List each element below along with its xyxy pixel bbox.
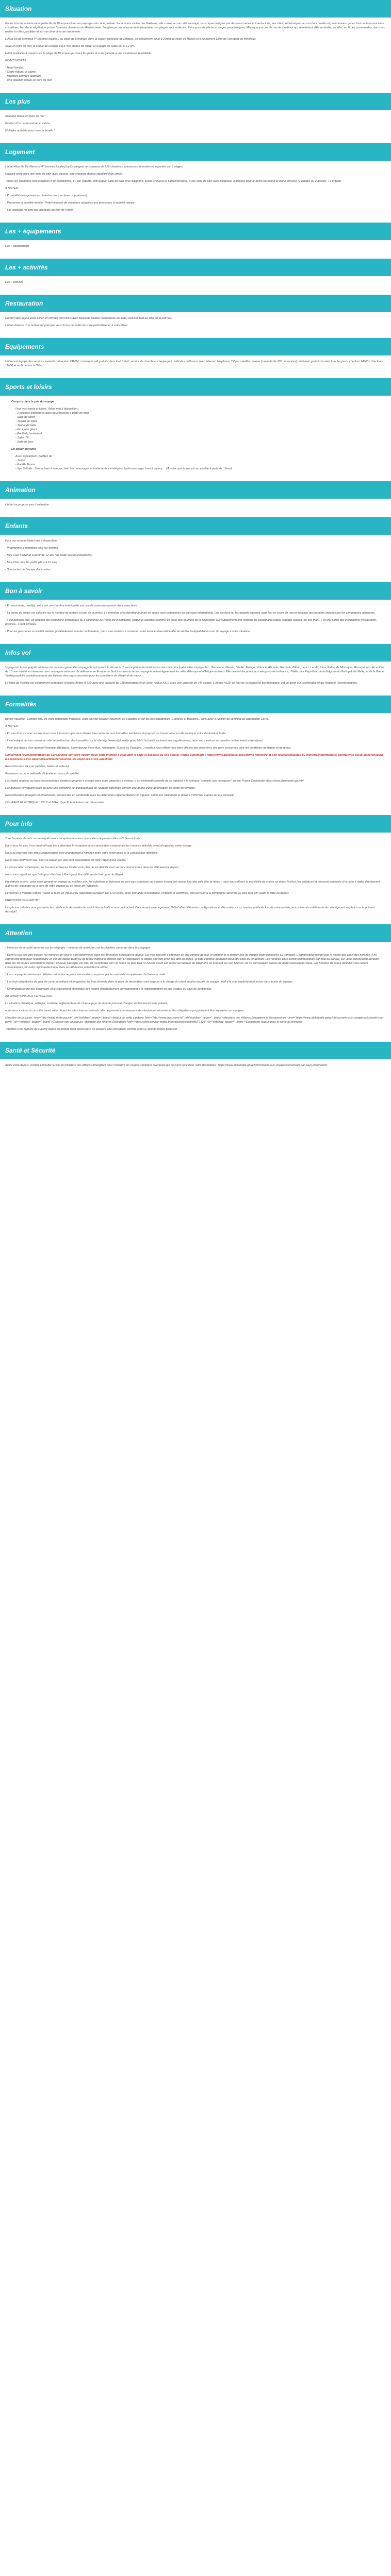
section-title: Les plus xyxy=(0,93,391,110)
paragraph: Nous vous signalons que l'aéroport d'arrivée à Paris peut être différent de l'aéroport de départ. xyxy=(5,873,124,876)
group-line: - Paddle Tennis xyxy=(15,463,36,466)
paragraph: PRÉCISION DESCRIPTIF : xyxy=(5,899,40,902)
section-title: Enfants xyxy=(0,517,391,535)
paragraph: La situation climatique, politique, sanitaire, réglementaire de chaque pays du monde pouvant changer subitement et sans préavis, xyxy=(5,1002,168,1005)
group-line: Pour vos sports et loisirs, l'hôtel met à disposition : xyxy=(15,408,79,411)
section-content xyxy=(0,165,391,223)
paragraph: Toutes les chambres sont équipées d'air conditionné, TV par satellite, Wifi gratuit, salle de bain avec baignoire, sèche-cheveux et balcon/terrasse, d'une salle de bain avec baignoire. Il dispose pour le 3ème personne et d'une terrasse (2 adultes ou 2 adultes + 1 enfant). xyxy=(5,180,342,183)
group-lines xyxy=(5,407,386,444)
paragraph: Les + activités xyxy=(5,281,24,284)
paragraph: Dans tous les cas, il est impératif que vous attendiez la réception de la convocation comprenant les horaires définitifs avant d'organiser votre voyage. xyxy=(5,844,192,848)
section-content xyxy=(0,837,391,924)
paragraph: - Programme d'animation pour les enfants xyxy=(5,547,58,550)
section-formalit-s xyxy=(0,696,391,815)
paragraph: - Mini-Club pour les petits (de 4 à 12 ans) xyxy=(5,561,57,564)
section-content xyxy=(0,280,391,295)
paragraph: nous vous invitons à consulter avant votre départ les sites Internet suivants afin de prendre connaissance des évolutions récentes et des obligations qui pourraient être imposées au voyageur : xyxy=(5,1009,246,1012)
paragraph: Ressortissants étrangers et binationaux, doivent être en conformité avec les différentes réglementations en vigueur, selon leur nationalité et doivent s'informer auprès de leur consulat. xyxy=(5,794,235,797)
group-line: - 2 piscines extérieures dans deux bassins à partir de mai) xyxy=(15,412,89,415)
paragraph: Les mineurs voyageant seuls ou avec une personne ne disposant pas de l'autorité parentale doivent être munis d'une autorisation de sortie de territoire. xyxy=(5,787,196,790)
section-content xyxy=(0,400,391,481)
section-title: Formalités xyxy=(0,696,391,713)
paragraph: Les + équipements xyxy=(5,245,29,248)
paragraph: Les règles relatives au franchissement des frontières propres à chaque pays étant amenées à évoluer, il est vivement conseillé de se reporter à la rubrique "conseils aux voyageurs" du site France Diplomatie https://www.diplomatie.gouv.fr/. xyxy=(5,779,305,783)
paragraph: - Il est indiqué de vous rendre au site de la direction des formalités sur le site http://www.diplomatie.gouv.fr/fr/ L'actualité évoluant très régulièrement, nous vous invitons à consulter ce lien avant votre départ. xyxy=(5,739,264,742)
paragraph: * Mesures de sécurité aérienne sur les bagages : mesures de restriction sur les liquides contenus dans les bagages xyxy=(5,946,151,950)
section-content xyxy=(0,1063,391,1078)
spacer xyxy=(5,82,386,86)
section-situation xyxy=(0,0,391,93)
paragraph: Multiples activités pour toute la famille ! xyxy=(5,129,55,132)
paragraph: Situé en front de mer, la crique de Erbigue est à 400 mètres de l'hôtel et la plage de sable est à 1,2 km. xyxy=(5,45,135,48)
paragraph: * Les frais obligatoires de visa, de carte touristique et en général les frais d'entrée dans le pays de destination sont toujours à la charge du client en plus du prix du voyage, sauf s'ils sont explicitement inclus dans le prix du voyage. xyxy=(5,980,293,984)
section-les-quipements xyxy=(0,223,391,259)
section-title: Bon à savoir xyxy=(0,582,391,600)
section-animation xyxy=(0,481,391,517)
paragraph: - Il est possible que, en fonction des conditions climatiques ou à l'affluence de l'hôtel est insuffisante, certaines activités (comme les jeux) être soumise de la disposition aux suppléments par manque de participants requis (aquatic-sacked (80 ans max...), et une partie des installations (restaurants, piscines...) sont fermées. xyxy=(5,619,377,626)
paragraph: Nous ne pouvons être tenus responsables d'un changement d'horaires entre votre réservation et la convocation définitive. xyxy=(5,852,158,855)
group-lines xyxy=(5,454,386,471)
paragraph: - Les animaux ne sont pas acceptés au sein de l'hôtel. xyxy=(5,209,74,212)
list xyxy=(5,66,386,82)
group-heading: • En option payante xyxy=(11,447,386,451)
list-item: - Multiples activités sportives xyxy=(5,75,41,78)
group-line: - Echiquier géant xyxy=(15,428,37,431)
paragraph: L'hôtel ne propose pas d'animation. xyxy=(5,503,50,506)
section-equipements xyxy=(0,338,391,378)
paragraph: Portez à la découverte de la petite île de Minorque et de ses paysages de carte postale. Sa la moins visitée des Baléares, elle conserve son côté sauvage, ses criques intègres par des eaux vertes et translucides, ses sites préhistoriques aux rochers ciselés et patrimoniaux qui en font un écrin aux eaux cristallines, lieu d'une végétation qui est l'une des dernières de Méditerranée. Longtemps une réserve de la biosphère, ses plages sont sublimes. Entre ports de pêche et plages paradisiaques, Minorque est une de ces destinations qui se méritent. Elle se révèle, en effet, au fil des promenades, dans ses ruelles et villes paisibles et sur ses itinéraires de randonnée. xyxy=(5,22,385,33)
covid-warning[interactable]: Concernant l'évolution/impact du Coronavirus sur votre séjour, nous vous invitons à consulter la page ci-dessous du site officiel France Diplomatie : https://www.diplomatie.gouv.fr/fr/le-ministere-et-son-reseau/actualites-du-ministere/informations-coronavirus-covid-19/coronavirus-les-reponses-a-vos-questions/article/coronavirus-les-reponses-a-vos-questions xyxy=(5,754,385,761)
section-content xyxy=(0,946,391,1042)
section-title: Situation xyxy=(0,0,391,18)
group-line: - Salle de jeux xyxy=(15,440,34,444)
paragraph: - Mini-Club d'environ à partir de 12 ans (en haute saison uniquement) xyxy=(5,554,92,557)
section-title: Logement xyxy=(0,143,391,161)
section-pour-info xyxy=(0,815,391,924)
paragraph: * Dans le cas des vols charter, les horaires de vous ci sont déterminés dans les 48 heures précédant le départ. Les vols peuvent s'effectuer de jour comme de nuit, le premier et le dernier jour du voyage étant consacrés au transport. L'organisateur n'étant pas le maître des choix des horaires, il ne saurait être tenu pour responsable en cas de départ tardif ou de retour matinal le dernier jour. En particulier, le départ pouvant avoir lieu tard en soirée, la date effective du départ peut être celle du lendemain. Les horaires vous seront communiqués par mail ou par fax, sur votre convocation aéroport dans les 48 heures précédant le départ. Chaque passager est tenu de reconfirmer son vol retour au plus tard 72 heures avant son retour au numéro de téléphone se trouvant sur son billet ou sur sa convocation auprès de notre représentant local. Les horaires de retour définitifs vous seront communiqués par notre représentant local dans les 48 heures précédant le retour. xyxy=(5,954,379,969)
section-title: Les + activités xyxy=(0,259,391,276)
section-content xyxy=(0,604,391,644)
section-content xyxy=(0,539,391,582)
paragraph: Nous vous informons que, pour ce séjour, les vols sont susceptibles de faire l'objet d'une escale. xyxy=(5,859,126,862)
section-sant-et-s-curit- xyxy=(0,1042,391,1078)
paragraph: * Les compagnies aériennes utilisées ont toutes reçu les autorisations requises par les autorités compétentes de l'aviation civile. xyxy=(5,973,166,976)
paragraph: Ouvrant entre elles une salle de bain avec douche, une chambre double standard (vue jardin). xyxy=(5,173,124,176)
paragraph: - Personnes à mobilité réduite : l'hôtel dispose de chambres adaptées aux personnes à mobilité réduite. xyxy=(5,201,136,205)
paragraph: - En cas d'un vol avec escale, nous vous informons que vous devrez être conforme aux formalités sanitaires du pays où se trouve votre escale ainsi que votre destination finale. xyxy=(5,732,226,735)
group-line: - Tennis de table xyxy=(15,424,37,427)
paragraph: Pour vos enfants l'hôtel met à disposition : xyxy=(5,539,58,543)
paragraph: L'hôtel Alua Illa De Menorca 4* (normes locales) by Óceangest se compose de 228 chambres spacieuses et modernes réparties sur 3 étages. xyxy=(5,165,184,168)
paragraph: Personnes à mobilité réduite : selon le texte en vigueur du règlement européen EU 1107/2006, toute demande d'assistance, l'hôtelier et confirmée, doit parvenir à la compagnie aérienne au plus tard 48h avant la date du départ. xyxy=(5,892,289,895)
list-title: POINTS FORTS : xyxy=(5,59,28,62)
section-title: Les + équipements xyxy=(0,223,391,240)
group-line: - Football, basketball xyxy=(15,432,42,435)
group-line: - Tennis xyxy=(15,459,26,462)
section-enfants xyxy=(0,517,391,582)
section-content xyxy=(0,360,391,378)
paragraph: Durant votre séjour vous serez en formule tout inclus avec boissons locales (alcoolisées ou softs) incluses tout au long de la journée. xyxy=(5,317,172,320)
group-line: - Salon TV xyxy=(15,436,29,439)
paragraph: L'hôtel dispose d'un restaurant principal sous forme de buffet de votre petit-déjeuner à votre dîner. xyxy=(5,324,128,327)
paragraph: Prestations à bord : pour vous garantir un voyage au meilleur prix, les collations et boissons ne sont pas comprises au service à bord des avions lors des vols aller et retour ; nous vous offrons la possibilité de choisir un écran fixe/lcd (les collations et boissons proposés à la carte à régler directement auprès de l'équipage ou à bord de votre voyage ou en tenue de l'appareil). xyxy=(5,880,380,888)
section-title: Infos vol xyxy=(0,644,391,662)
group-heading: • Compris dans le prix du voyage xyxy=(11,400,386,404)
list-item: - Cadre naturel et calme xyxy=(5,71,36,74)
section-content xyxy=(0,717,391,815)
section-content xyxy=(0,244,391,259)
section-content xyxy=(0,316,391,338)
page xyxy=(0,0,391,1078)
section-title: Restauration xyxy=(0,295,391,312)
section-attention xyxy=(0,924,391,1042)
group-line: - Spa 5 étoile : Sauna, bain à remous, bain turc, massages et traitements esthétiques, hydro-massage, bain à vapeur,... (À noter que le spa est accessible à partir de 16ans) xyxy=(15,467,232,470)
group xyxy=(5,447,386,451)
paragraph: Passeport ou carte nationale d'identité en cours de validité. xyxy=(5,772,79,775)
section-bon-savoir xyxy=(0,582,391,644)
paragraph: À NOTER : xyxy=(5,187,20,190)
paragraph: L'Alua Illa de Menorca 4* (normes locales), au cœur de Minorque dans la station balnéaire de Erbigue, est idéalement situé à 20min de route de Mahon et à seulement 13km de l'aéroport de Minorque. xyxy=(5,38,256,41)
list-item: - Hôtel familial xyxy=(5,66,23,70)
paragraph: La flotte de Vueling est uniquement composée d'avions Airbus A-320 avec une capacité de 180 passagers et un avion Airbus A319 avec une capacité de 144 sièges. L'Airbus A320, un leur de la recherche technologique, est un avion sûr, confortable et qui respecte l'environnement. xyxy=(5,682,357,685)
section-title: Sports et loisirs xyxy=(0,378,391,396)
section-content xyxy=(0,666,391,696)
section-les-activit-s xyxy=(0,259,391,295)
section-title: Attention xyxy=(0,924,391,942)
paragraph: - Pour les personnes à mobilité réduite, préalablement à toute confirmation, nous vous invitons à contacter notre service réservation afin de vérifier l'adaptabilité ou non du voyage à votre situation. xyxy=(5,630,251,633)
paragraph: Avant votre départ, veuillez consulter le site du ministère des Affaires étrangères pour connaître les risques sanitaires éventuels qui peuvent concerner votre destination : https://www.diplomatie.gouv.fr/fr/conseils-aux-voyageurs/conseils-par-pays-destination/ xyxy=(5,1064,328,1067)
paragraph: Toutefois il est rappelé qu'aucune région du monde n'est aucun pays ne peuvent être considérés comme étant à l'abri du risque terroriste. xyxy=(5,1028,178,1031)
section-logement xyxy=(0,143,391,223)
paragraph: - La durée du séjour est calculée sur le nombre de nuitées et non de journées. La première et la dernière journée de séjour sont consacrées au transport international. Les services ou les départs pourront avoir lieu en cours de nuit en fonction des horaires imposés par les compagnies aériennes. xyxy=(5,612,376,615)
paragraph: * Chronologie/ordre des excursions et le classement touristique des modes d'hébergement correspondent à la réglementation ou aux usages du pays de destination. xyxy=(5,988,212,991)
list-item: - Une situation idéale en bord de mer xyxy=(5,79,52,82)
section-content xyxy=(0,22,391,93)
paragraph: - En vous portez seul(e), votre prix en chambre individuelle est calculé automatiquement dans votre devis. xyxy=(5,604,139,607)
section-title: Equipements xyxy=(0,338,391,355)
group-line: - Terrain de sport xyxy=(15,420,37,423)
paragraph: Situation idéale en bord de mer xyxy=(5,115,45,118)
paragraph: Hôtel familial tout compris sur la plage de Minorque qui ravira les petits et vous garantit a une expérience inoubliable. xyxy=(5,52,152,55)
paragraph: Tous horaires de vols communiqués avant réception de votre convocation ne peuvent être qu'à titre indicatif. xyxy=(5,837,141,840)
paragraph: L'hôtel est équipé des services suivants : réception 24h/24, connexion wifi gratuite dans tout l'hôtel, service de chambres chaque jour, salle de conférence avec Internet, téléphone, TV par satellite, bateau (capacité de 100 personnes), mini-train gratuit circulant tous les jours, check-in 14h00 / check-out 12h00 et arrêt de bus à 150m. xyxy=(5,360,383,367)
paragraph: À NOTER : xyxy=(5,725,20,728)
paragraph: Ressortissants français (adultes, bébés et enfants) : xyxy=(5,765,71,768)
section-restauration xyxy=(0,295,391,338)
section-content xyxy=(0,114,391,143)
paragraph: Bonne nouvelle : Compte tenu de votre nationalité française, vous pouvez voyager librement en Espagne et sur les îles espagnoles (Canaries et Baléares), sans avoir à justifier de certificat de vaccination Covid. xyxy=(5,718,269,721)
paragraph: Les photos utilisées pour présenter les hôtels et la destination le sont à titre indicatif et non contractuel. Concernant votre logement, l'hôtel offre différentes configurations et décorations. La chambre attribuée lors de votre arrivée pourra être ainsi différente de celle figurant en photo sur le présent descriptif. xyxy=(5,906,375,913)
section-sports-et-loisirs xyxy=(0,378,391,481)
section-title: Animation xyxy=(0,481,391,499)
section-content xyxy=(0,503,391,517)
paragraph: - Possibilité de logement en chambre vue mer (avec supplément). xyxy=(5,194,88,197)
paragraph: La convocation à l'aéroport, les horaires et heures locales et le plan de vol définitif vous seront communiqués dans les 48h avant le départ. xyxy=(5,866,180,869)
group-line: Avec supplément, profitez de : xyxy=(15,455,54,458)
section-title: Santé et Sécurité xyxy=(0,1042,391,1059)
paragraph: - Pour tout départ d'un aéroport frontalier (Belgique, Luxembourg, Pays-Bas, Allemagne, Suisse ou Espagne...) veuillez vous référer aux sites officiels des ministères des pays concernés pour les conditions de départ et de retour. xyxy=(5,747,291,750)
section-infos-vol xyxy=(0,644,391,696)
group xyxy=(5,400,386,404)
paragraph: COURANT ÉLECTRIQUE : 230 V et 50Hz. Type F. Adaptateur non nécessaire. xyxy=(5,801,105,804)
paragraph: Voyage est la compagnie aérienne du nouveau génération espagnole qui assure la desserte d'une vingtaine de destinations dans les principales villes espagnoles : Barcelone, Madrid, Séville, Malaga, Valence, Alicante, Grenade, Bilbao, Jerez, Lerida, Ibiza, Palma de Minorque, Minorque etc. En entrée de 10 une totalité est devenue une compagnie aérienne de référence en Europe du Sud. Les avions de la compagnie relient également les villes d'Europe et d'Afrique du Nord. Elle dessert les principaux aéroports de la France, d'Italie, des Pays-Bas, de la Belgique du Portugal, de Malte, et de la Grèce. Vueling exploite quotidiennement des liaisons des pays concernés pour les conditions de départ et de retour. xyxy=(5,666,385,677)
paragraph: - Spectacles de l'équipe d'animation. xyxy=(5,568,52,571)
group-line: - Salle de sport xyxy=(15,416,35,419)
section-les-plus xyxy=(0,93,391,143)
section-title: Pour info xyxy=(0,815,391,833)
paragraph: INFORMATIONS AUX VOYAGEURS : xyxy=(5,995,54,998)
paragraph: Profitez d'un cadre naturel et calme xyxy=(5,122,50,125)
paragraph: Ministère de la Santé : href="http://www.sante.gouv.fr" rel="nofollow" target="_blank">Institut de veille sanitaire, href="http://www.invs.sante.fr/" rel="nofollow" target="_blank">Ministère des Affaires Étrangères et Européennes : href="https://www.diplomatie.gouv.fr/fr/conseils-aux-voyageurs/conseils-par-pays/" rel="nofollow" target="_blank">Conseils aux voyageurs, Ministère des Affaires Étrangères href="https://www.service-public.fr/particuliers/vosdroits/F1323" rel="nofollow" target="_blank">Documents légaux pour la sortie du territoire xyxy=(5,1016,384,1024)
